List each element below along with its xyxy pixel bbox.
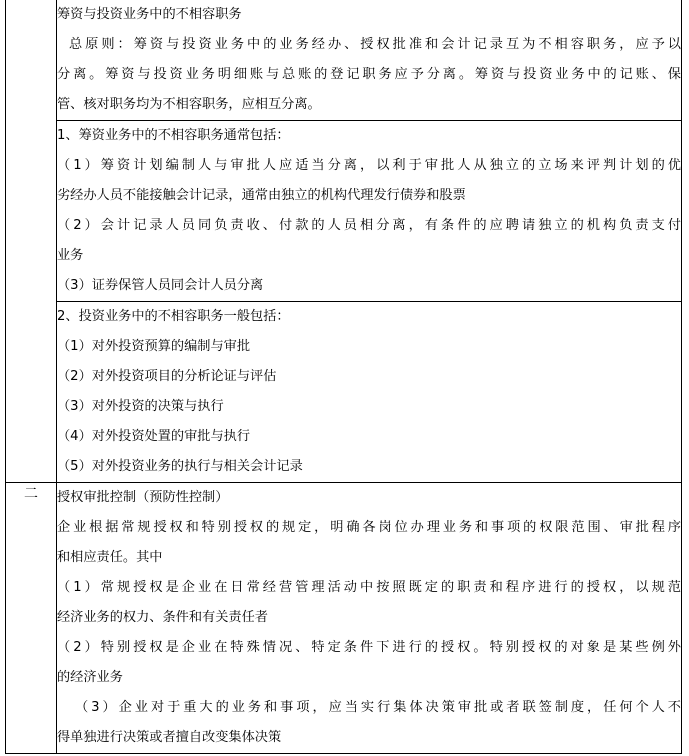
- table-row: [6, 302, 682, 483]
- content-table: [5, 0, 682, 754]
- section-cell: [57, 483, 682, 754]
- text-line: 劣经办人员不能接触会计记录，通常由独立的机构代理发行债券和股票: [57, 188, 466, 203]
- text-line: （5）对外投资业务的执行与相关会计记录: [57, 459, 303, 474]
- text-line: （1）筹资计划编制人与审批人应适当分离，以利于审批人从独立的立场来评判计划的优: [57, 158, 681, 173]
- text-line: 经济业务的权力、条件和有关责任者: [57, 610, 268, 625]
- text-line: （3）企业对于重大的业务和事项，应当实行集体决策审批或者联签制度，任何个人不: [75, 700, 681, 715]
- text-line: （2）对外投资项目的分析论证与评估: [57, 369, 277, 384]
- section-heading: 1、筹资业务中的不相容职务通常包括：: [57, 128, 290, 143]
- text-line: （4）对外投资处置的审批与执行: [57, 429, 251, 444]
- text-line: （1）常规授权是企业在日常经营管理活动中按照既定的职责和程序进行的授权，以规范: [57, 580, 681, 595]
- text-line: 总原则：筹资与投资业务中的业务经办、授权批准和会计记录互为不相容职务，应予以: [69, 37, 681, 52]
- text-line: 和相应责任。其中: [57, 550, 163, 565]
- text-line: （2）特别授权是企业在特殊情况、特定条件下进行的授权。特别授权的对象是某些例外: [57, 640, 681, 655]
- text-line: 企业根据常规授权和特别授权的规定，明确各岗位办理业务和事项的权限范围、审批程序: [57, 520, 681, 535]
- section-title: 授权审批控制（预防性控制）: [57, 490, 229, 505]
- text-line: 分离。筹资与投资业务明细账与总账的登记职务应予分离。筹资与投资业务中的记账、保: [57, 67, 681, 82]
- text-line: （3）对外投资的决策与执行: [57, 399, 224, 414]
- table-row: [6, 0, 682, 121]
- row-number-cell: 二: [6, 483, 57, 754]
- section-title: 筹资与投资业务中的不相容职务: [57, 7, 242, 22]
- table-row: [6, 121, 682, 302]
- text-line: 的经济业务: [57, 670, 123, 685]
- text-line: （2）会计记录人员同负责收、付款的人员相分离，有条件的应聘请独立的机构负责支付: [57, 218, 681, 233]
- text-line: 管、核对职务均为不相容职务，应相互分离。: [57, 97, 321, 112]
- text-line: （1）对外投资预算的编制与审批: [57, 339, 251, 354]
- row-number-cell: [6, 0, 57, 483]
- section-cell: [57, 302, 682, 483]
- section-heading: 2、投资业务中的不相容职务一般包括：: [57, 309, 290, 324]
- section-cell: [57, 0, 682, 121]
- text-line: 得单独进行决策或者擅自改变集体决策: [57, 730, 282, 745]
- text-line: 业务: [57, 248, 84, 263]
- section-cell: [57, 121, 682, 302]
- table-row: [6, 483, 682, 754]
- text-line: （3）证券保管人员同会计人员分离: [57, 278, 264, 293]
